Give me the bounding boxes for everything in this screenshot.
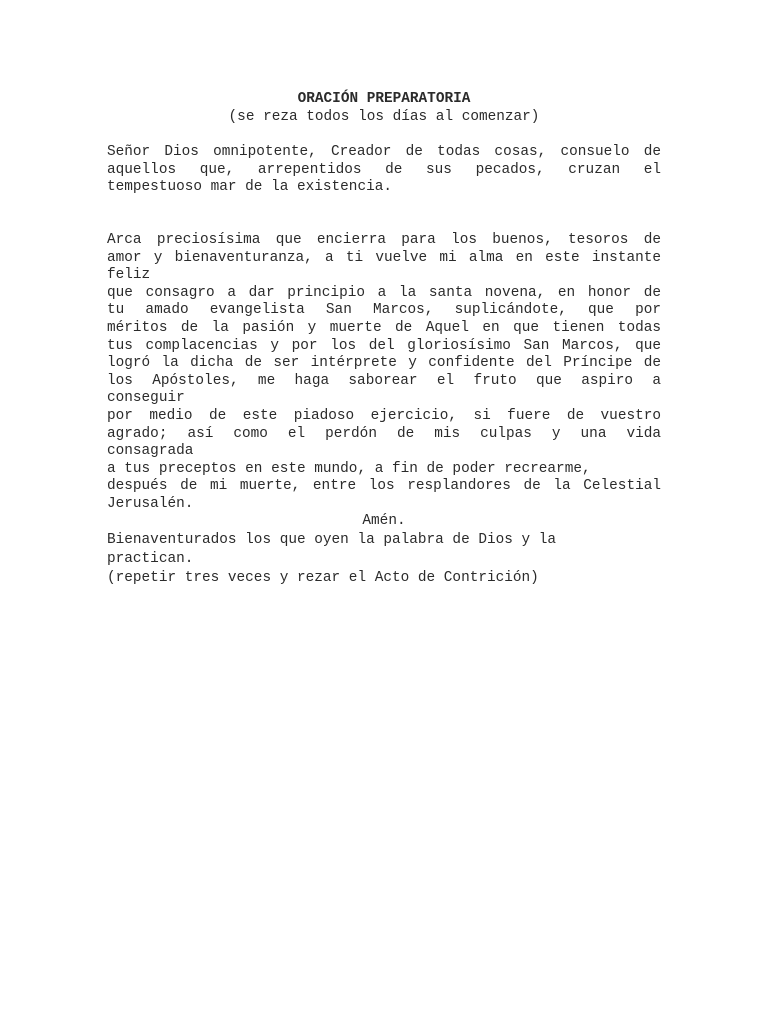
- text-line: feliz: [107, 267, 151, 284]
- text-line: agrado; así como el perdón de mis culpas y una vida: [107, 425, 661, 442]
- paragraph-invocation: [107, 144, 661, 197]
- text-line: méritos de la pasión y muerte de Aquel en que tienen todas: [107, 319, 661, 336]
- text-line: logró la dicha de ser intérprete y confidente del Príncipe de: [107, 355, 661, 372]
- text-line: tempestuoso mar de la existencia.: [107, 179, 392, 196]
- closing-block: [107, 531, 661, 588]
- text-line: Arca preciosísima que encierra para los buenos, tesoros de: [107, 231, 661, 248]
- document-subtitle: (se reza todos los días al comenzar): [228, 108, 540, 125]
- text-line: por medio de este piadoso ejercicio, si fuere de vuestro: [107, 407, 661, 424]
- document-title: ORACIÓN PREPARATORIA: [297, 91, 471, 107]
- text-line: Bienaventurados los que oyen la palabra de Dios y la: [107, 532, 557, 549]
- text-line: que consagro a dar principio a la santa novena, en honor de: [107, 284, 661, 301]
- text-line: practican.: [107, 551, 194, 568]
- paragraph-petition: [107, 232, 661, 514]
- text-line: aquellos que, arrepentidos de sus pecados, cruzan el: [107, 161, 661, 178]
- text-line: después de mi muerte, entre los resplandores de la Celestial: [107, 478, 661, 495]
- text-line: consagrada: [107, 443, 194, 460]
- spacer: [107, 126, 661, 144]
- instruction-line: (repetir tres veces y rezar el Acto de Contrición): [107, 570, 539, 587]
- text-line: a tus preceptos en este mundo, a fin de poder recrearme,: [107, 460, 591, 477]
- text-line: conseguir: [107, 390, 185, 407]
- text-line: los Apóstoles, me haga saborear el fruto que aspiro a: [107, 372, 661, 389]
- text-line: amor y bienaventuranza, a ti vuelve mi alma en este instante: [107, 249, 661, 266]
- spacer: [107, 197, 661, 232]
- text-line: tu amado evangelista San Marcos, suplicándote, que por: [107, 302, 661, 319]
- text-line: tus complacencias y por los del gloriosísimo San Marcos, que: [107, 337, 661, 354]
- text-line: Señor Dios omnipotente, Creador de todas cosas, consuelo de: [107, 144, 661, 161]
- text-line: Jerusalén.: [107, 495, 194, 512]
- document-page: [107, 91, 661, 588]
- amen-line: Amén.: [362, 513, 406, 530]
